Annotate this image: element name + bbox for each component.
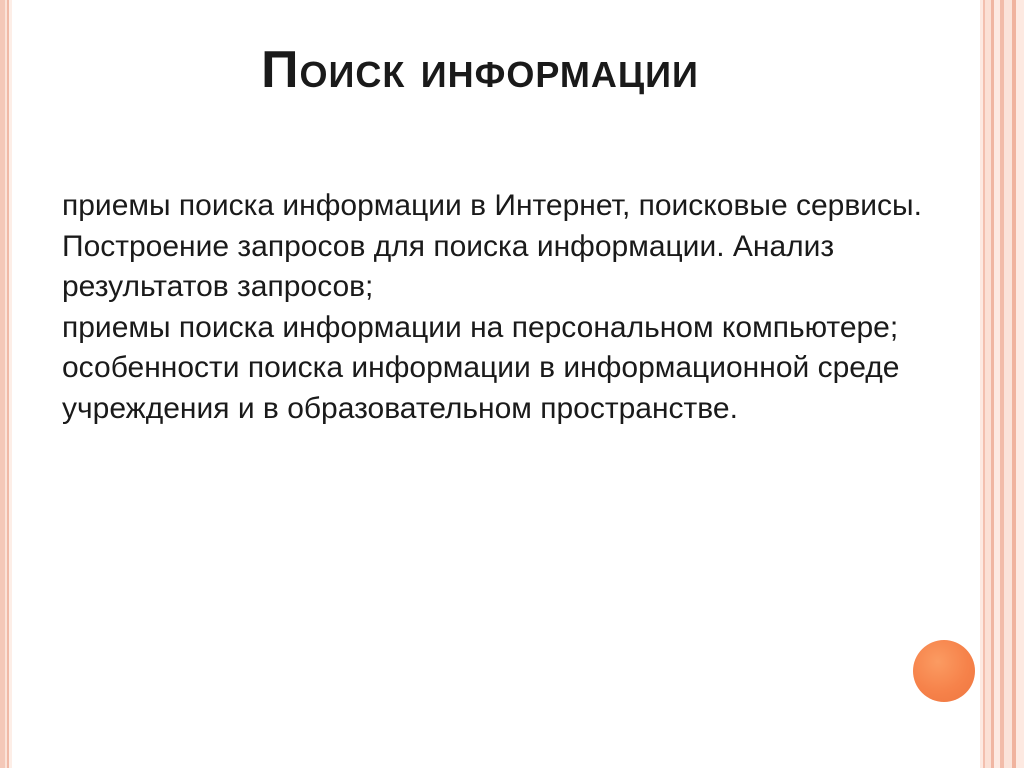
slide-title: Поиск информации: [261, 41, 699, 99]
body-paragraph-2: приемы поиска информации на персональном компьютере;: [62, 310, 899, 344]
right-border-stripes: [980, 0, 1024, 768]
body-paragraph-1: приемы поиска информации в Интернет, поисковые сервисы. Построение запросов для поиска информации. Анализ результатов запросов;: [62, 189, 922, 303]
left-border-stripes: [0, 0, 12, 768]
slide-body: [62, 186, 922, 429]
body-paragraph-3: особенности поиска информации в информационной среде учреждения и в образовательном пространстве.: [62, 351, 900, 425]
decorative-circle-icon: [913, 640, 975, 702]
